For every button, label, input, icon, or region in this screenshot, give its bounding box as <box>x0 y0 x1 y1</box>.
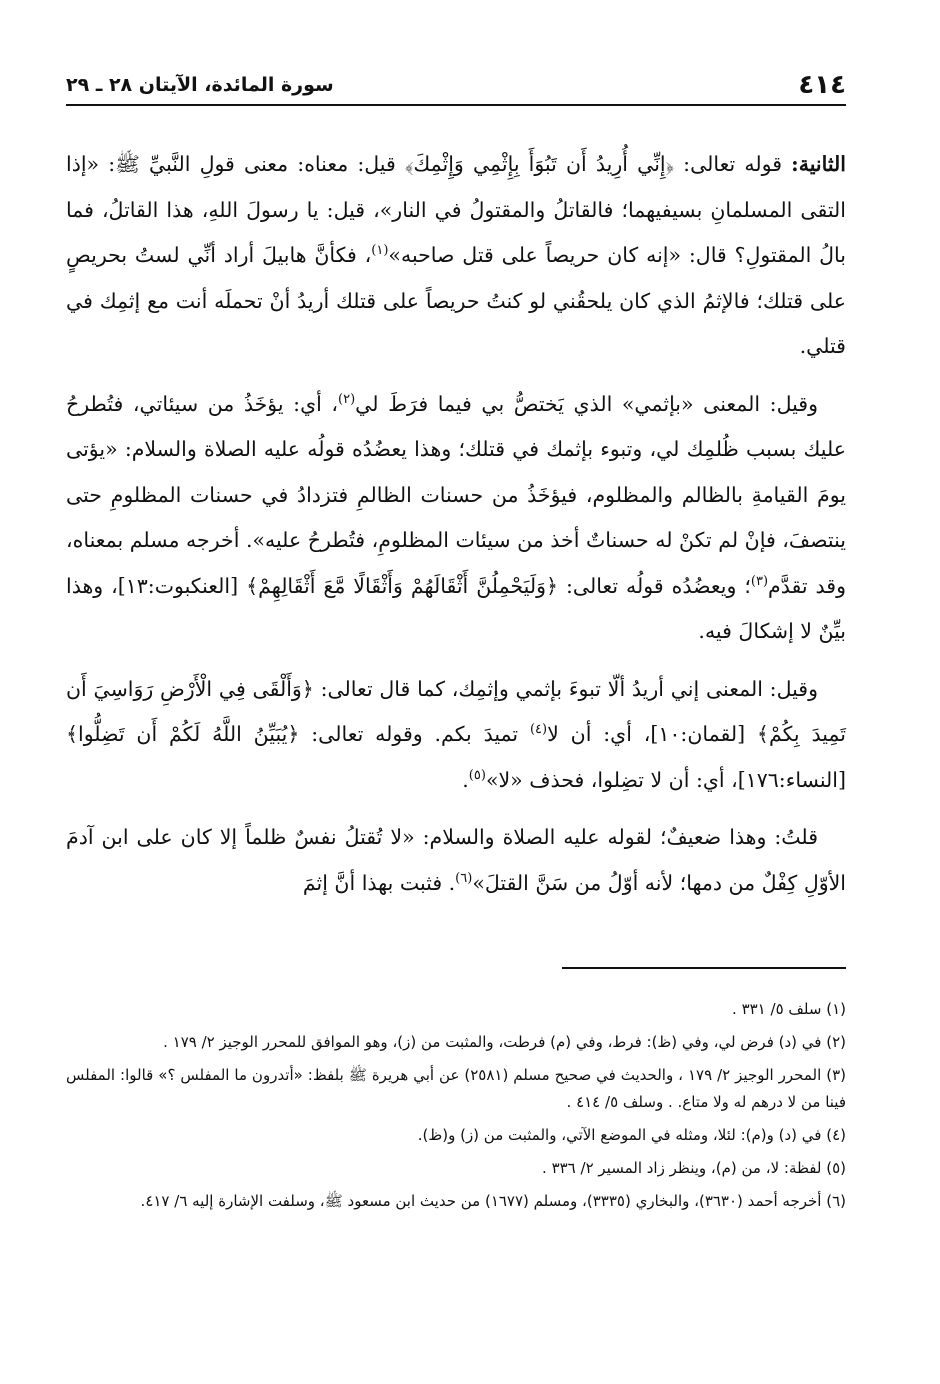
page-header <box>66 68 846 102</box>
paragraph-2-text-b: ، أي: يؤخَذُ من سيئاتي، فتُطرحُ عليك بسبب ظُلمِك لي، وتبوء بإثمك في قتلك؛ وهذا يعضُدُه قولُه عليه الصلاة والسلام: «يؤتى يومَ القيامةِ بالظالم والمظلوم، فيؤخَذُ من حسنات الظالمِ فتزدادُ في حسنات المظلومِ حتى ينتصفَ، فإنْ لم تكنْ له حسناتٌ أخذ من سيئات المظلومِ، فتُطرحُ عليه». أخرجه مسلم بمعناه، وقد تقدَّم <box>66 391 847 598</box>
footnote-6: (٦) أخرجه أحمد (٣٦٣٠)، والبخاري (٣٣٣٥)، ومسلم (١٦٧٧) من حديث ابن مسعود ﷺ، وسلفت الإشارة إليه ٦/ ٤١٧. <box>140 1192 846 1210</box>
page-number: ٤١٤ <box>798 70 846 100</box>
paragraph-1-text-a: قوله تعالى: ﴿إِنِّي أُرِيدُ أَن تَبُوَأَ بِإِثْمِي وَإِثْمِكَ﴾ قيل: معناه: معنى قولِ النَّبيِّ ﷺ: «إذا التقى المسلمانِ بسيفيهما؛ فالقاتلُ والمقتولُ في النار»، قيل: يا رسولَ اللهِ، هذا القاتلُ، فما بالُ المقتولِ؟ قال: «إنه كان حريصاً على قتل صاحبه» <box>66 152 846 267</box>
paragraph-1 <box>66 142 846 370</box>
footnote-ref-2: (٢) <box>338 391 356 407</box>
paragraph-4 <box>66 815 846 906</box>
footnote-ref-6: (٦) <box>455 870 473 886</box>
footnote-2: (٢) في (د) فرض لي، وفي (ظ): فرط، وفي (م) فرطت، والمثبت من (ز)، وهو الموافق للمحرر الوجيز ٢/ ١٧٩ . <box>163 1033 846 1051</box>
footnote-1: (١) سلف ٥/ ٣٣١ . <box>732 1000 846 1018</box>
paragraph-2-text-a: وقيل: المعنى «بإثمي» الذي يَختصُّ بي فيما فرَطَ لي <box>355 391 818 416</box>
footnote-divider <box>562 967 846 969</box>
footnote-ref-5: (٥) <box>468 767 486 783</box>
footnotes <box>66 996 846 1221</box>
paragraph-4-text-a: قلتُ: وهذا ضعيفٌ؛ لقوله عليه الصلاة والسلام: «لا تُقتلُ نفسٌ ظلماً إلا كان على ابن آدمَ الأوّلِ كِفْلٌ من دمها؛ لأنه أوّلُ من سَنَّ القتلَ» <box>66 825 846 895</box>
paragraph-3-text-a: وقيل: المعنى إني أريدُ ألّا تبوءَ بإثمي وإثمِك، كما قال تعالى: ﴿وَأَلْقَى فِي الْأَرْضِ رَوَاسِيَ أَن تَمِيدَ بِكُمْ﴾ [لقمان:١٠]، أي: أن لا <box>66 676 846 746</box>
header-divider <box>66 104 846 106</box>
paragraph-4-text-b: . فثبت بهذا أنَّ إثمَ <box>302 870 456 895</box>
paragraph-1-lead: الثانية: <box>791 152 846 176</box>
footnote-4: (٤) في (د) و(م): لئلا، ومثله في الموضع الآتي، والمثبت من (ز) و(ظ). <box>417 1126 846 1144</box>
paragraph-3-text-b: تميدَ بكم. وقوله تعالى: ﴿يُبَيِّنُ اللَّهُ لَكُمْ أَن تَضِلُّوا﴾ [النساء:١٧٦]، أي: أن لا تضِلوا، فحذف «لا» <box>66 722 846 792</box>
paragraph-3-text-c: . <box>462 767 469 792</box>
footnote-ref-4: (٤) <box>529 722 548 738</box>
footnote-ref-3: (٣) <box>750 573 769 589</box>
main-text <box>66 142 846 918</box>
footnote-3: (٣) المحرر الوجيز ٢/ ١٧٩ ، والحديث في صحيح مسلم (٢٥٨١) عن أبي هريرة ﷺ بلفظ: «أتدرون ما المفلس ؟» قالوا: المفلس فينا من لا درهم له ولا متاع. . وسلف ٥/ ٤١٤ . <box>66 1066 846 1111</box>
footnote-ref-1: (١) <box>371 243 389 259</box>
paragraph-2-text-c: ؛ ويعضُدُه قولُه تعالى: ﴿وَلَيَحْمِلُنَّ أَثْقَالَهُمْ وَأَثْقَالًا مَّعَ أَثْقَالِهِمْ﴾ [العنكبوت:١٣]، وهذا بيِّنٌ لا إشكالَ فيه. <box>66 573 846 643</box>
footnote-5: (٥) لفظة: لا، من (م)، وينظر زاد المسير ٢/ ٣٣٦ . <box>542 1159 846 1177</box>
running-title: سورة المائدة، الآيتان ٢٨ ـ ٢٩ <box>66 74 334 96</box>
paragraph-2 <box>66 382 846 655</box>
paragraph-3 <box>66 667 846 804</box>
paragraph-1-text-b: ، فكأنَّ هابيلَ أراد أنِّي لستُ بحريصٍ على قتلك؛ فالإثمُ الذي كان يلحقُني لو كنتُ حريصاً على قتلك أريدُ أنْ تحملَه أنت مع إثمِك في قتلي. <box>66 243 846 358</box>
